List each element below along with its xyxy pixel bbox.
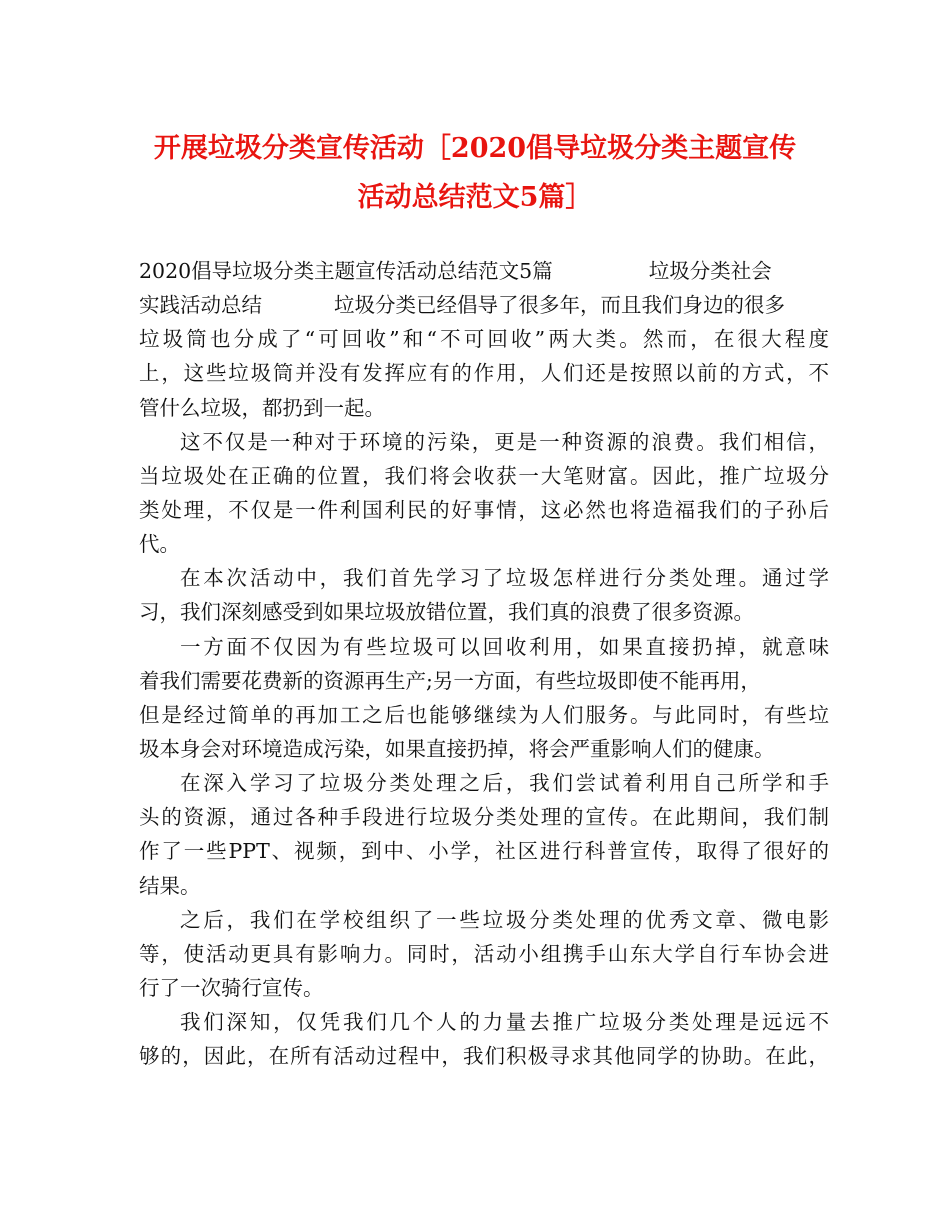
paragraph-5-line-3: 行了一次骑行宣传。 <box>139 975 324 1000</box>
document-body <box>139 254 829 1073</box>
intro-line-2 <box>139 288 829 322</box>
document-title-line-2: 活动总结范文5篇］ <box>357 182 593 213</box>
paragraph-1-line-4: 代。 <box>139 532 180 557</box>
paragraph-6-line-1: 我们深知，仅凭我们几个人的力量去推广垃圾分类处理是远远不 <box>180 1010 829 1035</box>
document-title-line-1: 开展垃圾分类宣传活动［2020倡导垃圾分类主题宣传 <box>153 133 797 164</box>
paragraph-4-line-1: 在深入学习了垃圾分类处理之后，我们尝试着利用自己所学和手 <box>180 771 829 796</box>
intro-subtitle-a: 垃圾分类社会 <box>648 259 772 283</box>
intro-line-5: 管什么垃圾，都扔到一起。 <box>139 395 385 420</box>
intro-text-a: 垃圾分类已经倡导了很多年，而且我们身边的很多 <box>334 293 785 318</box>
paragraph-5-line-2: 等，使活动更具有影响力。同时，活动小组携手山东大学自行车协会进 <box>139 941 829 966</box>
paragraph-2-line-2: 习，我们深刻感受到如果垃圾放错位置，我们真的浪费了很多资源。 <box>139 600 754 625</box>
paragraph-3-line-2: 着我们需要花费新的资源再生产;另一方面，有些垃圾即使不能再用， <box>139 668 761 693</box>
paragraph-5-line-1: 之后，我们在学校组织了一些垃圾分类处理的优秀文章、微电影 <box>180 907 829 932</box>
paragraph-4-line-3: 作了一些PPT、视频，到中、小学，社区进行科普宣传，取得了很好的 <box>139 839 829 864</box>
paragraph-3-line-3: 但是经过简单的再加工之后也能够继续为人们服务。与此同时，有些垃 <box>139 702 829 727</box>
paragraph-1-line-1: 这不仅是一种对于环境的污染，更是一种资源的浪费。我们相信， <box>180 429 829 454</box>
paragraph-2-line-1: 在本次活动中，我们首先学习了垃圾怎样进行分类处理。通过学 <box>180 566 829 591</box>
paragraph-4-line-4: 结果。 <box>139 873 201 898</box>
paragraph-4-line-2: 头的资源，通过各种手段进行垃圾分类处理的宣传。在此期间，我们制 <box>139 805 829 830</box>
paragraph-1-line-2: 当垃圾处在正确的位置，我们将会收获一大笔财富。因此，推广垃圾分 <box>139 463 829 488</box>
paragraph-6-line-2: 够的，因此，在所有活动过程中，我们积极寻求其他同学的协助。在此， <box>139 1044 829 1069</box>
intro-line-1 <box>139 254 829 288</box>
intro-line-3: 垃圾筒也分成了“可回收”和“不可回收”两大类。然而，在很大程度 <box>139 327 829 352</box>
intro-line-4: 上，这些垃圾筒并没有发挥应有的作用，人们还是按照以前的方式，不 <box>139 361 829 386</box>
paragraph-3-line-1: 一方面不仅因为有些垃圾可以回收利用，如果直接扔掉，就意味 <box>180 634 829 659</box>
intro-subtitle-b: 实践活动总结 <box>139 293 262 318</box>
paragraph-3-line-4: 圾本身会对环境造成污染，如果直接扔掉，将会严重影响人们的健康。 <box>139 736 775 761</box>
paragraph-1-line-3: 类处理，不仅是一件利国利民的好事情，这必然也将造福我们的子孙后 <box>139 497 829 522</box>
intro-doc-title: 2020倡导垃圾分类主题宣传活动总结范文5篇 <box>139 259 553 283</box>
